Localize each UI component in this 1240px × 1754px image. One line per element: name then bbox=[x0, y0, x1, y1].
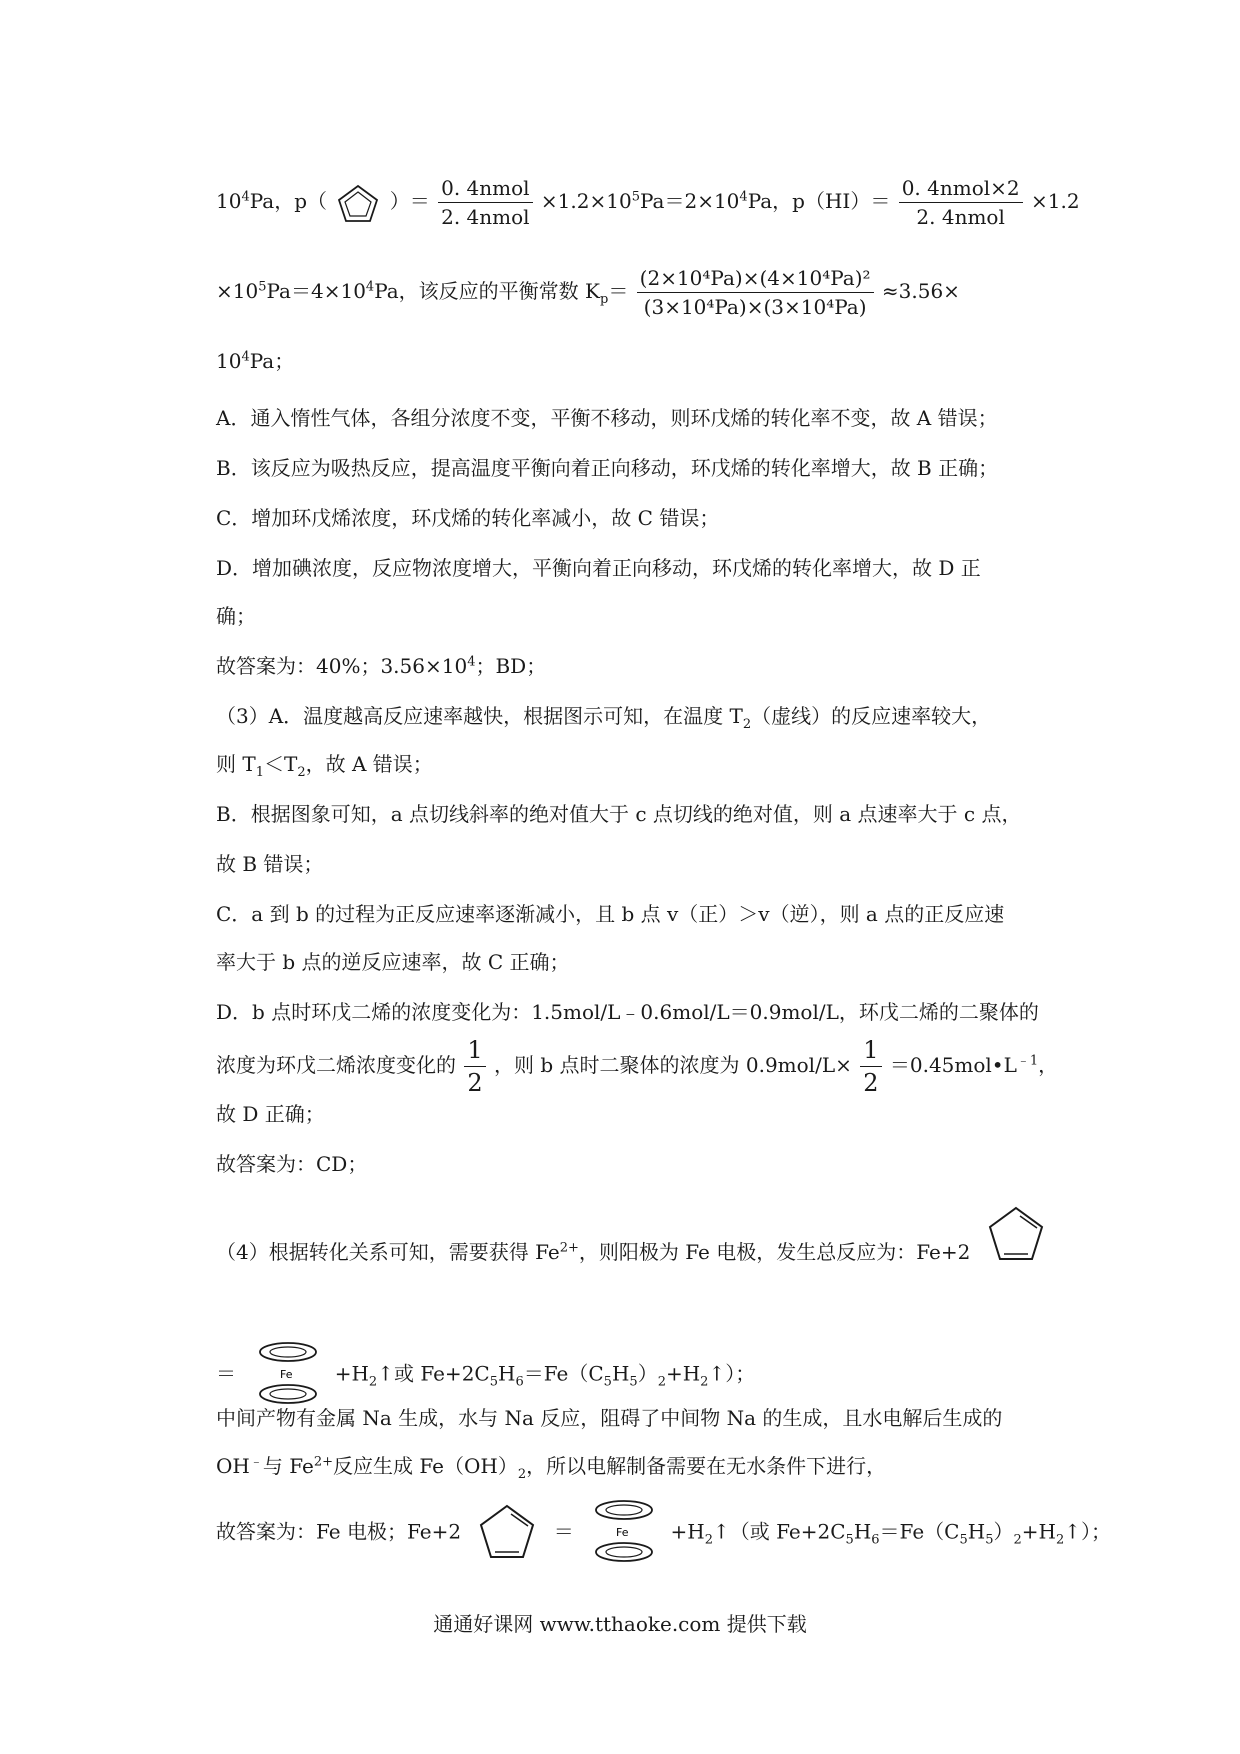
fraction-numerator: 1 bbox=[860, 1036, 881, 1067]
text: Pa； bbox=[249, 349, 295, 373]
fraction-numerator: 0. 4nmol×2 bbox=[899, 176, 1023, 203]
fraction-numerator: 0. 4nmol bbox=[438, 176, 532, 203]
subscript: 5 bbox=[629, 1374, 638, 1390]
fraction bbox=[438, 176, 532, 229]
superscript: 4 bbox=[467, 654, 476, 670]
fraction-denominator: 2. 4nmol bbox=[916, 205, 1005, 229]
text: ；BD； bbox=[475, 654, 547, 678]
text: ＝ bbox=[553, 1519, 574, 1544]
line-2 bbox=[216, 266, 960, 319]
text: +H bbox=[1021, 1519, 1056, 1544]
text: ↑）； bbox=[1064, 1519, 1112, 1544]
answer-line bbox=[216, 1496, 1111, 1570]
ferrocene-icon bbox=[582, 1496, 662, 1570]
text: ×1.2×10 bbox=[540, 189, 632, 213]
text: 10 bbox=[216, 349, 242, 373]
text: Pa，该反应的平衡常数 K bbox=[374, 279, 600, 303]
text: （4）根据转化关系可知，需要获得 Fe bbox=[216, 1240, 560, 1264]
subscript: 2 bbox=[517, 1467, 527, 1482]
subscript: 2 bbox=[700, 1374, 709, 1390]
subscript: 1 bbox=[255, 765, 264, 780]
text: 反应生成 Fe（OH） bbox=[333, 1454, 518, 1478]
text: Pa＝4×10 bbox=[266, 279, 366, 303]
option-d: D．增加碘浓度，反应物浓度增大，平衡向着正向移动，环戊烯的转化率增大，故 D 正 bbox=[216, 556, 981, 580]
text-line bbox=[216, 748, 433, 780]
text: ）＝ bbox=[389, 189, 430, 213]
option-d-3: D．b 点时环戊二烯的浓度变化为：1.5mol/L﹣0.6mol/L＝0.9mol/L，环戊二烯的二聚体的 bbox=[216, 1000, 1039, 1024]
text: H bbox=[967, 1519, 986, 1544]
page-footer: 通通好课网 www.tthaoke.com 提供下载 bbox=[433, 1612, 807, 1636]
text: ，则 b 点时二聚体的浓度为 0.9mol/L× bbox=[494, 1053, 852, 1077]
option-b: B．该反应为吸热反应，提高温度平衡向着正向移动，环戊烯的转化率增大，故 B 正确； bbox=[216, 456, 999, 480]
text: 与 Fe bbox=[262, 1454, 314, 1478]
text: +H bbox=[665, 1361, 701, 1386]
superscript: 4 bbox=[241, 349, 250, 365]
text: ≈3.56× bbox=[881, 279, 960, 303]
text: ＝ bbox=[608, 279, 629, 303]
ferrocene-icon bbox=[246, 1338, 326, 1412]
text: 则 T bbox=[216, 752, 256, 776]
option-b-3: B．根据图象可知，a 点切线斜率的绝对值大于 c 点切线的绝对值，则 a 点速率大于 c 点， bbox=[216, 802, 1022, 826]
cyclopentadiene-icon bbox=[475, 1502, 539, 1564]
text-line: 确； bbox=[216, 604, 256, 628]
text: 10 bbox=[216, 189, 242, 213]
text: ×1.2 bbox=[1030, 189, 1080, 213]
text: ） bbox=[637, 1361, 658, 1386]
superscript: 4 bbox=[365, 279, 375, 295]
subscript: 2 bbox=[368, 1374, 378, 1390]
fraction-denominator: 2 bbox=[467, 1069, 483, 1097]
text: ×10 bbox=[216, 279, 259, 303]
fraction-numerator: (2×10⁴Pa)×(4×10⁴Pa)² bbox=[637, 266, 874, 293]
part-3-line bbox=[216, 700, 991, 732]
superscript: 5 bbox=[258, 279, 267, 295]
subscript: 2 bbox=[1055, 1532, 1065, 1548]
text: ↑）； bbox=[708, 1361, 756, 1386]
line-1 bbox=[216, 176, 1080, 229]
fe-label: Fe bbox=[616, 1526, 629, 1539]
text-line bbox=[216, 1450, 886, 1482]
text: ＝0.45mol•L bbox=[889, 1053, 1017, 1077]
text: ，故 A 错误； bbox=[305, 752, 433, 776]
reaction-line bbox=[216, 1338, 755, 1412]
fraction bbox=[899, 176, 1023, 229]
fraction bbox=[464, 1036, 485, 1097]
subscript: 6 bbox=[871, 1532, 880, 1548]
text: +H bbox=[334, 1361, 369, 1386]
fraction-denominator: (3×10⁴Pa)×(3×10⁴Pa) bbox=[643, 295, 867, 319]
fraction-denominator: 2 bbox=[863, 1069, 879, 1097]
subscript: 6 bbox=[515, 1374, 524, 1390]
fraction-numerator: 1 bbox=[464, 1036, 485, 1067]
superscript: 5 bbox=[631, 189, 640, 205]
text: ＜T bbox=[263, 752, 298, 776]
text-line: 率大于 b 点的逆反应速率，故 C 正确； bbox=[216, 950, 570, 974]
superscript: 4 bbox=[241, 189, 250, 205]
subscript: 5 bbox=[985, 1532, 994, 1548]
text: H bbox=[853, 1519, 872, 1544]
text: ＝Fe（C bbox=[523, 1361, 604, 1386]
subscript: 5 bbox=[603, 1374, 612, 1390]
subscript: 2 bbox=[704, 1532, 713, 1548]
text: H bbox=[611, 1361, 630, 1386]
text-line: 故 B 错误； bbox=[216, 852, 324, 876]
option-c: C．增加环戊烯浓度，环戊烯的转化率减小，故 C 错误； bbox=[216, 506, 720, 530]
superscript: 2+ bbox=[313, 1454, 334, 1470]
text: （虚线）的反应速率较大， bbox=[751, 704, 992, 728]
text: OH bbox=[216, 1454, 250, 1478]
text-line: 故 D 正确； bbox=[216, 1102, 325, 1126]
text: ， bbox=[1038, 1053, 1059, 1077]
text: Pa，p（ bbox=[249, 189, 328, 213]
subscript: 2 bbox=[742, 717, 752, 732]
fe-label: Fe bbox=[280, 1368, 293, 1381]
cyclopentadiene-icon bbox=[984, 1204, 1048, 1266]
text: 浓度为环戊二烯浓度变化的 bbox=[216, 1053, 456, 1077]
text: +H bbox=[670, 1519, 705, 1544]
text: H bbox=[498, 1361, 516, 1386]
text-line: 中间产物有金属 Na 生成，水与 Na 反应，阻碍了中间物 Na 的生成，且水电解后生成的 bbox=[216, 1406, 1003, 1430]
superscript: 4 bbox=[739, 189, 748, 205]
cyclopentadiene-icon bbox=[333, 181, 383, 225]
option-c-3: C．a 到 b 的过程为正反应速率逐渐减小，且 b 点 v（正）＞v（逆），则 a 点的正反应速 bbox=[216, 902, 1005, 926]
superscript: 2+ bbox=[559, 1240, 579, 1256]
text: Pa＝2×10 bbox=[639, 189, 740, 213]
superscript: ﹣1 bbox=[1016, 1053, 1039, 1069]
subscript: 5 bbox=[959, 1532, 968, 1548]
answer-line bbox=[216, 650, 546, 679]
fraction-denominator: 2. 4nmol bbox=[441, 205, 530, 229]
fraction bbox=[637, 266, 874, 319]
superscript: ﹣ bbox=[249, 1454, 263, 1470]
subscript: 2 bbox=[657, 1374, 666, 1390]
line-3 bbox=[216, 345, 294, 374]
text: ↑或 Fe+2C bbox=[377, 1361, 490, 1386]
answer-line: 故答案为：CD； bbox=[216, 1152, 368, 1176]
text: ） bbox=[993, 1519, 1014, 1544]
text: ＝ bbox=[216, 1361, 236, 1386]
subscript: 2 bbox=[297, 765, 306, 780]
text: （3）A．温度越高反应速率越快，根据图示可知，在温度 T bbox=[216, 704, 743, 728]
option-a: A．通入惰性气体，各组分浓度不变，平衡不移动，则环戊烯的转化率不变，故 A 错误； bbox=[216, 406, 998, 430]
text: ↑（或 Fe+2C bbox=[713, 1519, 846, 1544]
fraction bbox=[860, 1036, 881, 1097]
text: ，所以电解制备需要在无水条件下进行， bbox=[526, 1454, 887, 1478]
subscript: 5 bbox=[489, 1374, 499, 1390]
text: ，则阳极为 Fe 电极，发生总反应为：Fe+2 bbox=[578, 1240, 971, 1264]
subscript: p bbox=[599, 292, 609, 307]
text: 故答案为：Fe 电极；Fe+2 bbox=[216, 1519, 462, 1544]
part-4-line bbox=[216, 1236, 970, 1265]
subscript: 2 bbox=[1013, 1532, 1022, 1548]
text: ＝Fe（C bbox=[879, 1519, 960, 1544]
text: 故答案为：40%；3.56×10 bbox=[216, 654, 468, 678]
text-line bbox=[216, 1036, 1058, 1097]
subscript: 5 bbox=[845, 1532, 854, 1548]
text: Pa，p（HI）＝ bbox=[747, 189, 891, 213]
